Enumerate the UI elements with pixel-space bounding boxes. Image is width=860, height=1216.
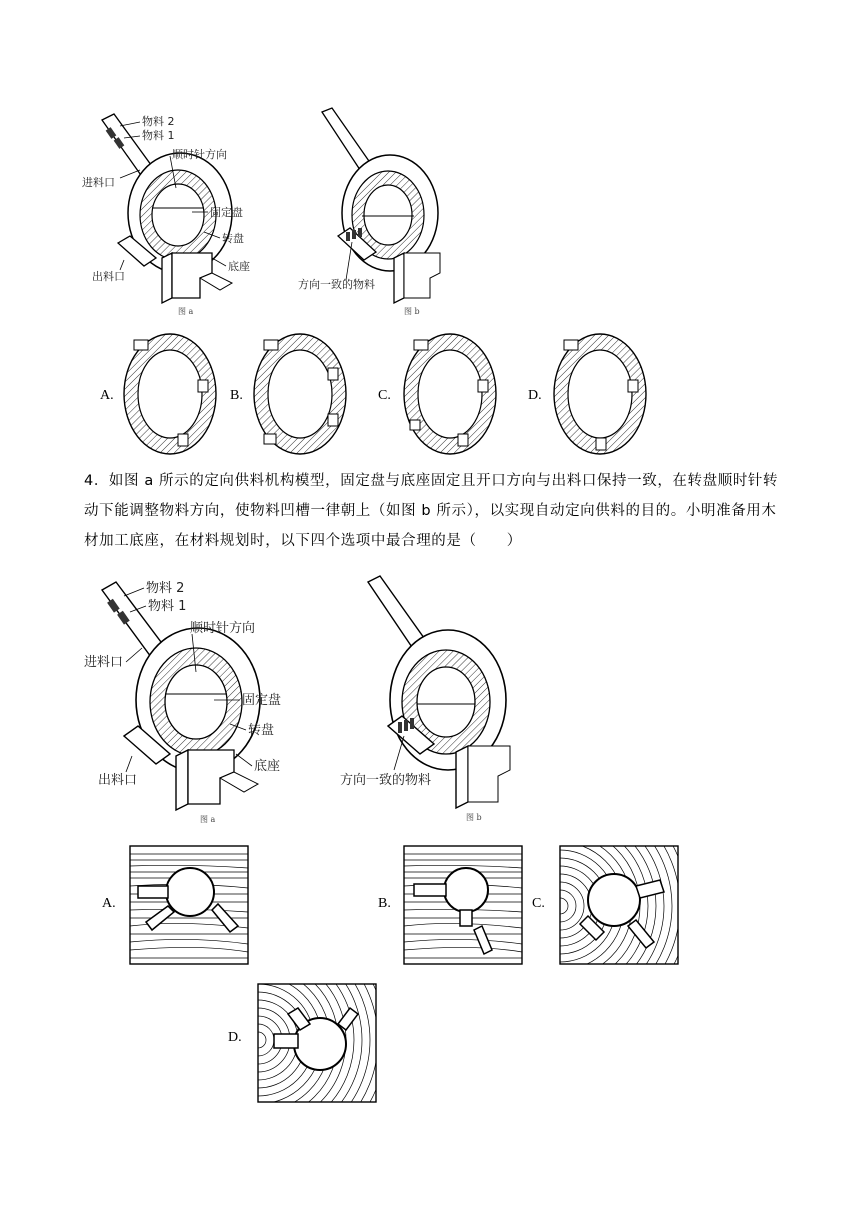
option-a-label[interactable]: A. (100, 388, 114, 403)
option-c-ring[interactable] (400, 330, 500, 458)
wood-option-c[interactable] (560, 846, 678, 964)
wood-option-d-label[interactable]: D. (228, 1030, 242, 1045)
top-figure-a (80, 108, 280, 318)
mid-caption-fig-a: 图 a (200, 815, 216, 824)
mid-figure-b (330, 576, 530, 826)
mid-label-fixed-disc: 固定盘 (242, 693, 282, 708)
mid-figure-a (80, 576, 310, 826)
mid-label-rotary-disc: 转盘 (248, 723, 275, 738)
option-b-label[interactable]: B. (230, 388, 243, 403)
mid-label-clockwise: 顺时针方向 (190, 621, 256, 636)
wood-option-b[interactable] (404, 846, 522, 964)
caption-fig-a: 图 a (178, 307, 194, 316)
label-base: 底座 (228, 260, 250, 273)
mid-label-inlet: 进料口 (84, 655, 124, 670)
wood-option-b-label[interactable]: B. (378, 896, 391, 911)
option-c-label[interactable]: C. (378, 388, 391, 403)
caption-fig-b: 图 b (404, 307, 420, 316)
mid-label-aligned-material: 方向一致的物料 (340, 773, 432, 788)
label-material-2: 物料 2 (142, 115, 175, 128)
label-fixed-disc: 固定盘 (210, 206, 243, 219)
option-d-ring[interactable] (550, 330, 650, 458)
option-d-label[interactable]: D. (528, 388, 542, 403)
label-inlet: 进料口 (82, 176, 115, 189)
wood-option-a[interactable] (130, 846, 248, 964)
question-4-text: 4．如图 a 所示的定向供料机构模型，固定盘与底座固定且开口方向与出料口保持一致，在转盘顺时针转动下能调整物料方向，使物料凹槽一律朝上（如图 b 所示），以实现自动定向供料的目的。小明准备用木材加工底座，在材料规划时，以下四个选项中最合理的是（ ） (84, 473, 779, 549)
label-aligned-material: 方向一致的物料 (298, 278, 375, 291)
label-clockwise: 顺时针方向 (172, 148, 227, 161)
option-b-ring[interactable] (250, 330, 350, 458)
wood-option-a-label[interactable]: A. (102, 896, 116, 911)
mid-label-outlet: 出料口 (98, 773, 138, 788)
mid-label-material-1: 物料 1 (148, 599, 187, 614)
wood-option-d[interactable] (258, 984, 376, 1102)
label-material-1: 物料 1 (142, 129, 175, 142)
mid-caption-fig-b: 图 b (466, 813, 482, 822)
top-figure-b (290, 108, 460, 318)
label-outlet: 出料口 (92, 270, 125, 283)
mid-label-material-2: 物料 2 (146, 581, 185, 596)
label-rotary-disc: 转盘 (222, 232, 244, 245)
option-a-ring[interactable] (120, 330, 220, 458)
wood-option-c-label[interactable]: C. (532, 896, 545, 911)
mid-label-base: 底座 (254, 759, 281, 774)
